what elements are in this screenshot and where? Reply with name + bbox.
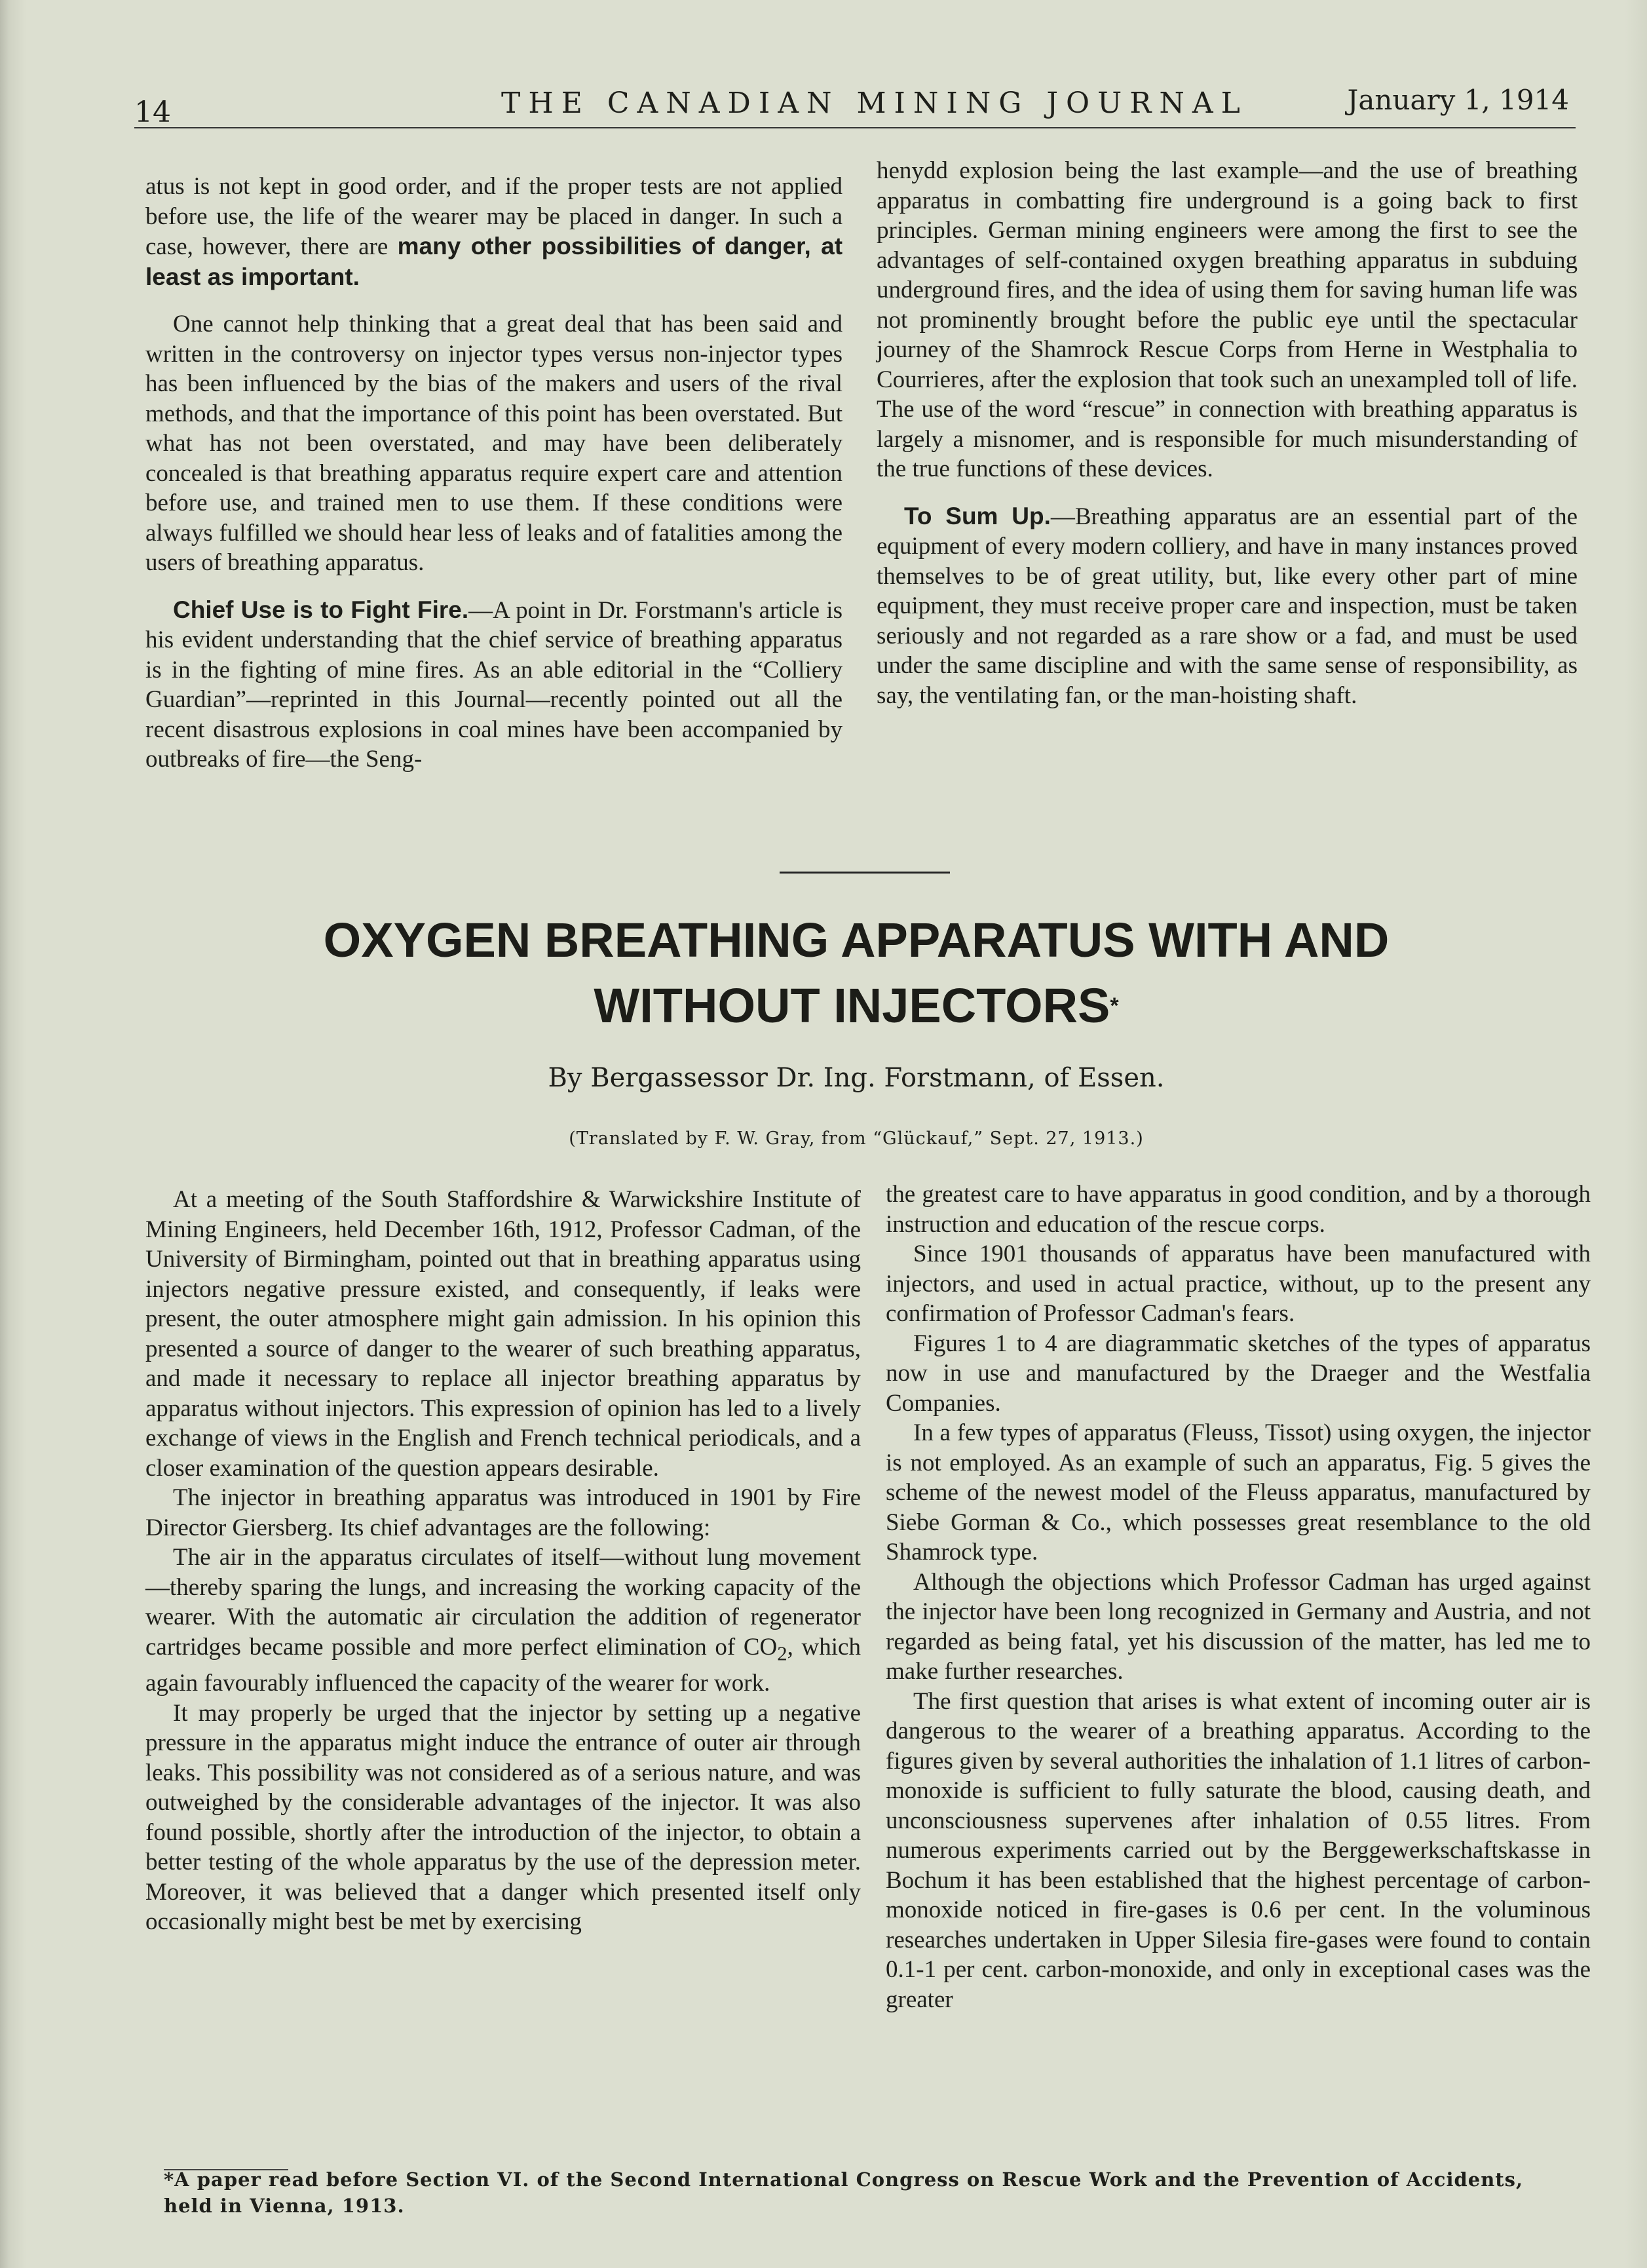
paragraph-text: The air in the apparatus circulates of itself—without lung movement—thereby sparing the lungs, and increasing the working capacity of the wearer. With the automatic air circulation the addition of regenerator cartridges became possible and more perfect elimination of CO — [145, 1544, 861, 1661]
paragraph: In a few types of apparatus (Fleuss, Tissot) using oxygen, the injector is not employed. As an example of such an apparatus, Fig. 5 gives the scheme of the newest model of the Fleuss apparatus, manufactured by Siebe Gorman & Co., which possesses great resemblance to the old Shamrock type. — [886, 1419, 1591, 1566]
footnote-mark: * — [1110, 993, 1119, 1018]
side-heading: Chief Use is to Fight Fire. — [173, 596, 469, 623]
paragraph-text: , which again favourably influenced the capacity of the wearer for work. — [145, 1633, 861, 1697]
paragraph-text: —A point in Dr. Forstmann's article is his evident understanding that the chief service of breathing apparatus is in the fighting of mine fires. As an able editorial in the “Colliery Guardian”—reprinted in this Journal—recently pointed out all the recent disastrous explosions in coal mines have been accompanied by outbreaks of fire—the Seng- — [145, 596, 842, 773]
paragraph: One cannot help thinking that a great deal that has been said and written in the controversy on injector types versus non-injector types has been influenced by the bias of the makers and users of the rival methods, and that the importance of this point has been overstated. But what has not been overstated, and may have been deliberately concealed is that breathing apparatus require expert care and attention before use, and trained men to use them. If these conditions were always fulfilled we should hear less of leaks and of fatalities among the users of breathing apparatus. — [145, 311, 842, 576]
issue-date: January 1, 1914 — [1347, 84, 1569, 116]
section-divider — [780, 872, 950, 874]
paragraph: Figures 1 to 4 are diagrammatic sketches of the types of apparatus now in use and manufactured by the Draeger and the Westfalia Companies. — [886, 1330, 1591, 1417]
paragraph: Since 1901 thousands of apparatus have been manufactured with injectors, and used in actual practice, without, up to the present any confirmation of Professor Cadman's fears. — [886, 1240, 1591, 1327]
paragraph — [877, 501, 1578, 711]
paragraph-text: —Breathing apparatus are an essential part of the equipment of every modern colliery, and have in many instances proved themselves to be of great utility, but, like every other part of mine equipment, they must receive proper care and inspection, must be taken seriously and not regarded as a rare show or a fad, and must be used under the same discipline and with the same sense of responsibility, as say, the ventilating fan, or the man-hoisting shaft. — [877, 503, 1578, 709]
paragraph — [145, 172, 842, 292]
title-line-2-text: WITHOUT INJECTORS — [594, 978, 1110, 1033]
paragraph: Although the objections which Professor Cadman has urged against the injector have been long recognized in Germany and Austria, and not regarded as being fatal, yet his discussion of the matter, has led me to make further researches. — [886, 1568, 1591, 1685]
page-number: 14 — [134, 96, 171, 129]
footnote: *A paper read before Section VI. of the Second International Congress on Rescue Work and the Prevention of Accidents, held in Vienna, 1913. — [164, 2168, 1524, 2217]
title-line-1: OXYGEN BREATHING APPARATUS WITH AND — [323, 913, 1390, 967]
page-header — [134, 79, 1576, 131]
paragraph: the greatest care to have apparatus in good condition, and by a thorough instruction and education of the rescue corps. — [886, 1181, 1591, 1238]
article-title — [131, 908, 1581, 1039]
bottom-right-column — [886, 1180, 1591, 2014]
paragraph: The first question that arises is what extent of incoming outer air is dangerous to the wearer of a breathing apparatus. According to the figures given by several authorities the inhalation of 1.1 litres of carbon-monoxide is sufficient to fully saturate the blood, causing death, and unconsciousness supervenes after inhalation of 0.55 litres. From numerous experiments carried out by the Berggewerkschaftskasse in Bochum it has been established that the highest percentage of carbon-monoxide noticed in fire-gases is 0.6 per cent. In the voluminous researches undertaken in Upper Silesia fire-gases were found to contain 0.1-1 per cent. carbon-monoxide, and only in exceptional cases was the greater — [886, 1687, 1591, 2013]
header-rule — [134, 127, 1576, 128]
byline: By Bergassessor Dr. Ing. Forstmann, of Essen. — [548, 1063, 1165, 1093]
paragraph: henydd explosion being the last example—and the use of breathing apparatus in combatting fire underground is a going back to first principles. German mining engineers were among the first to see the advantages of self-contained oxygen breathing apparatus in subduing underground fires, and the idea of using them for saving human life was not prominently brought before the public eye until the spectacular journey of the Shamrock Rescue Corps from Herne in Westphalia to Courrieres, after the explosion that took such an unexampled toll of life. The use of the word “rescue” in connection with breathing apparatus is largely a misnomer, and is responsible for much misunderstanding of the true functions of these devices. — [877, 157, 1578, 482]
translation-credit: (Translated by F. W. Gray, from “Glückauf,” Sept. 27, 1913.) — [569, 1128, 1144, 1149]
paragraph — [145, 595, 842, 775]
subscript: 2 — [777, 1642, 787, 1664]
bottom-left-column — [145, 1185, 861, 1937]
paragraph-text: atus is not kept in good order, and if the proper tests are not applied before use, the life of the wearer may be placed in danger. In such a case, however, there are — [145, 173, 842, 260]
paragraph — [145, 1543, 861, 1699]
journal-title: THE CANADIAN MINING JOURNAL — [501, 86, 1248, 120]
top-left-column — [145, 172, 842, 775]
paragraph: The injector in breathing apparatus was introduced in 1901 by Fire Director Giersberg. Its chief advantages are the following: — [145, 1484, 861, 1541]
bold-phrase: many other possibilities of danger, at least as important. — [145, 233, 843, 290]
side-heading: To Sum Up. — [904, 502, 1051, 529]
paragraph: It may properly be urged that the injector by setting up a negative pressure in the apparatus might induce the entrance of outer air through leaks. This possibility was not considered as of a serious nature, and was outweighed by the considerable advantages of the injector. It was also found possible, shortly after the introduction of the injector, to obtain a better testing of the whole apparatus by the use of the depression meter. Moreover, it was believed that a danger which presented itself only occasionally might best be met by exercising — [145, 1699, 861, 1936]
paragraph: At a meeting of the South Staffordshire & Warwickshire Institute of Mining Engineers, held December 16th, 1912, Professor Cadman, of the University of Birmingham, pointed out that in breathing apparatus using injectors negative pressure existed, and consequently, if leaks were present, the outer atmosphere might gain admission. In his opinion this presented a source of danger to the wearer of such breathing apparatus, and made it necessary to replace all injector breathing apparatus by apparatus without injectors. This expression of opinion has led to a lively exchange of views in the English and French technical periodicals, and a closer examination of the question appears desirable. — [145, 1186, 861, 1482]
title-line-2 — [131, 973, 1581, 1039]
top-right-column — [877, 156, 1578, 710]
